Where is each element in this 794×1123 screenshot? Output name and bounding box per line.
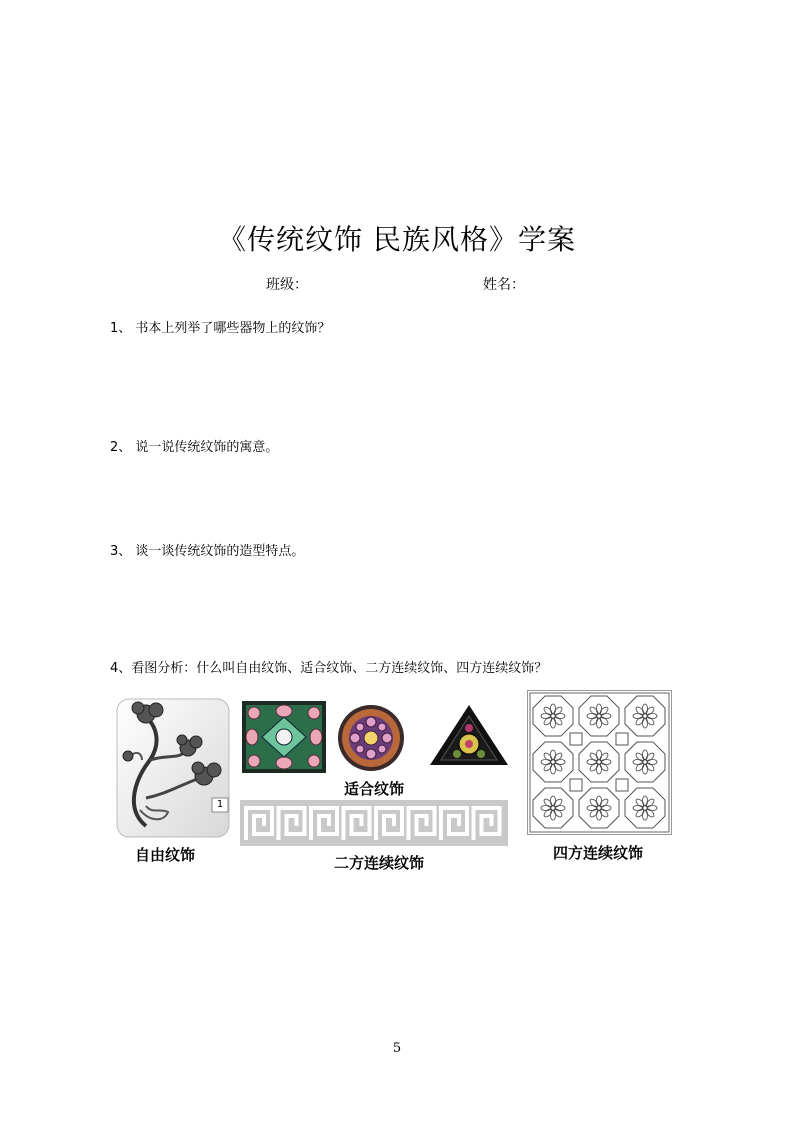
two-way-pattern-image <box>240 800 508 846</box>
fit-pattern-circle-image <box>337 704 405 772</box>
page-number: 5 <box>392 1041 402 1056</box>
question-2: 2、 说一说传统纹饰的寓意。 <box>110 440 279 455</box>
question-1: 1、 书本上列举了哪些器物上的纹饰？ <box>110 321 331 336</box>
question-4: 4、看图分析：什么叫自由纹饰、适合纹饰、二方连续纹饰、四方连续纹饰？ <box>110 661 548 676</box>
free-pattern-image <box>116 698 230 838</box>
four-way-pattern-image <box>527 690 672 835</box>
question-3: 3、 谈一谈传统纹饰的造型特点。 <box>110 544 305 559</box>
class-label: 班级： <box>266 277 308 293</box>
figure-badge: 1 <box>216 799 224 810</box>
fit-pattern-square-image <box>242 701 326 773</box>
free-pattern-caption: 自由纹饰 <box>135 846 196 864</box>
name-label: 姓名： <box>483 277 525 293</box>
page-title: 《传统纹饰 民族风格》学案 <box>218 223 576 256</box>
four-way-pattern-caption: 四方连续纹饰 <box>553 844 644 862</box>
fit-pattern-triangle-image <box>429 704 509 766</box>
two-way-pattern-caption: 二方连续纹饰 <box>334 854 425 872</box>
fit-pattern-caption: 适合纹饰 <box>344 780 405 798</box>
